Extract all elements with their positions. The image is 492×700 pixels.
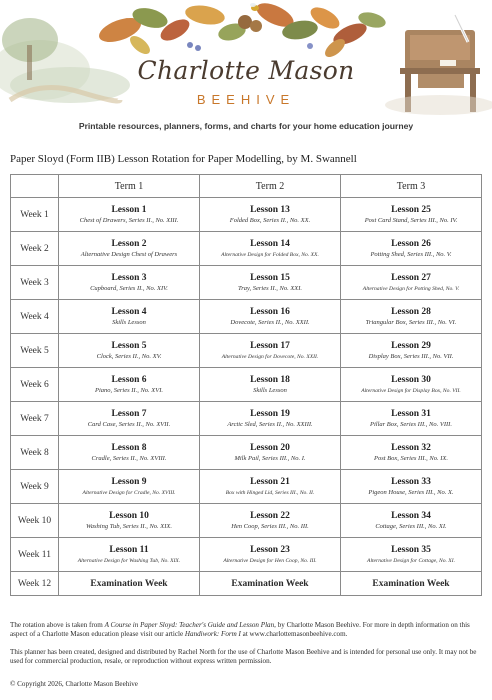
week-label: Week 3 [11, 266, 59, 300]
lesson-cell [59, 266, 200, 300]
lesson-cell [200, 334, 341, 368]
lesson-cell [341, 368, 482, 402]
lesson-cell [341, 266, 482, 300]
lesson-cell [59, 504, 200, 538]
week-label: Week 2 [11, 232, 59, 266]
table-row [11, 402, 482, 436]
week-label: Week 5 [11, 334, 59, 368]
lesson-description: Dovecote, Series II., No. XXII. [230, 318, 310, 326]
lesson-cell [200, 198, 341, 232]
lesson-description: Alternative Design for Cradle, No. XVIII. [82, 489, 176, 496]
lesson-cell [59, 402, 200, 436]
lesson-description: Tray, Series II., No. XXI. [237, 284, 303, 292]
lesson-cell [341, 402, 482, 436]
lesson-cell [59, 436, 200, 470]
lesson-cell [200, 266, 341, 300]
lesson-cell [341, 334, 482, 368]
lesson-title: Lesson 25 [391, 204, 431, 215]
lesson-title: Lesson 18 [250, 374, 290, 385]
source-note-text: at www.charlottemasonbeehive.com. [240, 630, 348, 639]
lesson-description: Skills Lesson [112, 318, 146, 326]
week-label: Week 4 [11, 300, 59, 334]
lesson-description: Alternative Design for Washing Tub, No. XIX. [77, 557, 181, 564]
lesson-cell [59, 334, 200, 368]
article-title: Handiwork: Form I [184, 630, 241, 639]
lesson-description: Cradle, Series II., No. XVIII. [91, 454, 167, 462]
lesson-title: Lesson 28 [391, 306, 431, 317]
lesson-title: Lesson 6 [111, 374, 147, 385]
lesson-cell [200, 436, 341, 470]
lesson-title: Lesson 33 [391, 476, 431, 487]
lesson-title: Lesson 10 [109, 510, 149, 521]
lesson-description: Alternative Design for Hen Coop, No. III. [223, 557, 317, 564]
lesson-title: Lesson 20 [250, 442, 290, 453]
lesson-description: Milk Pail, Series III., No. I. [234, 454, 306, 462]
lesson-title: Lesson 14 [250, 238, 290, 249]
header-cell-term-1: Term 1 [59, 175, 200, 198]
lesson-title: Lesson 29 [391, 340, 431, 351]
table-row [11, 436, 482, 470]
source-note [10, 621, 484, 639]
week-label: Week 7 [11, 402, 59, 436]
lesson-description: Box with Hinged Lid, Series III., No. II. [225, 489, 315, 496]
lesson-cell [59, 198, 200, 232]
week-label: Week 6 [11, 368, 59, 402]
lesson-title: Lesson 9 [111, 476, 147, 487]
lesson-description: Alternative Design Chest of Drawers [80, 250, 178, 258]
lesson-title: Lesson 11 [109, 544, 149, 555]
lesson-description: Post Box, Series III., No. IX. [373, 454, 448, 462]
lesson-title: Lesson 13 [250, 204, 290, 215]
exam-cell: Examination Week [200, 572, 341, 596]
lesson-cell [200, 402, 341, 436]
table-header-row [11, 175, 482, 198]
table-row [11, 504, 482, 538]
lesson-title: Lesson 1 [111, 204, 147, 215]
table-row [11, 538, 482, 572]
lesson-description: Alternative Design for Cottage, No. XI. [367, 557, 455, 564]
week-label: Week 9 [11, 470, 59, 504]
lesson-title: Lesson 7 [111, 408, 147, 419]
brand-name: Charlotte Mason [137, 56, 355, 85]
lesson-cell [341, 198, 482, 232]
table-row [11, 300, 482, 334]
week-label: Week 11 [11, 538, 59, 572]
lesson-cell [200, 470, 341, 504]
lesson-cell [200, 538, 341, 572]
lesson-description: Pillar Box, Series III., No. VIII. [370, 420, 452, 428]
lesson-description: Potting Shed, Series III., No. V. [370, 250, 452, 258]
lesson-title: Lesson 2 [111, 238, 147, 249]
table-row [11, 470, 482, 504]
lesson-description: Cottage, Series III., No. XI. [375, 522, 447, 530]
lesson-cell [341, 300, 482, 334]
week-label: Week 8 [11, 436, 59, 470]
header-cell-week [11, 175, 59, 198]
lesson-title: Lesson 3 [111, 272, 147, 283]
copyright: © Copyright 2026, Charlotte Mason Beehive [10, 680, 138, 688]
lesson-cell [341, 436, 482, 470]
lesson-cell [200, 504, 341, 538]
source-book-title: A Course in Paper Sloyd: Teacher's Guide and Lesson Plan [104, 621, 275, 629]
lesson-title: Lesson 16 [250, 306, 290, 317]
lesson-title: Lesson 30 [391, 374, 431, 385]
lesson-title: Lesson 27 [391, 272, 431, 283]
week-label: Week 12 [11, 572, 59, 596]
lesson-description: Arctic Sled, Series II., No. XXIII. [227, 420, 313, 428]
header-cell-term-2: Term 2 [200, 175, 341, 198]
lesson-cell [59, 232, 200, 266]
tagline: Printable resources, planners, forms, and charts for your home education journey [78, 121, 414, 131]
lesson-cell [341, 232, 482, 266]
lesson-rotation-table [10, 174, 482, 596]
lesson-description: Pigeon House, Series III., No. X. [368, 488, 454, 496]
lesson-title: Lesson 17 [250, 340, 290, 351]
source-note-text: , by Charlotte Mason Beehive. For more in depth information on this aspect of a Charlotte Mason education please visit our article [10, 621, 470, 639]
lesson-description: Alternative Design for Potting Shed, No. V. [362, 285, 460, 292]
lesson-cell [59, 300, 200, 334]
lesson-description: Card Case, Series II., No. XVII. [87, 420, 171, 428]
lesson-title: Lesson 32 [391, 442, 431, 453]
lesson-cell [200, 300, 341, 334]
lesson-title: Lesson 5 [111, 340, 147, 351]
lesson-cell [341, 538, 482, 572]
lesson-description: Piano, Series II., No. XVI. [94, 386, 164, 394]
lesson-description: Display Box, Series III., No. VII. [368, 352, 454, 360]
lesson-title: Lesson 19 [250, 408, 290, 419]
table-row [11, 266, 482, 300]
week-label: Week 1 [11, 198, 59, 232]
lesson-title: Lesson 15 [250, 272, 290, 283]
lesson-description: Triangular Box, Series III., No. VI. [365, 318, 457, 326]
lesson-title: Lesson 34 [391, 510, 431, 521]
lesson-cell [341, 470, 482, 504]
lesson-cell [59, 538, 200, 572]
lesson-description: Clock, Series II., No. XV. [96, 352, 162, 360]
table-row [11, 334, 482, 368]
header-cell-term-3: Term 3 [341, 175, 482, 198]
lesson-description: Post Card Stand, Series III., No. IV. [364, 216, 458, 224]
lesson-description: Chest of Drawers, Series II., No. XIII. [79, 216, 179, 224]
exam-cell: Examination Week [341, 572, 482, 596]
lesson-description: Alternative Design for Dovecote, No. XXII. [221, 353, 319, 360]
lesson-description: Washing Tub, Series II., No. XIX. [85, 522, 173, 530]
week-label: Week 10 [11, 504, 59, 538]
lesson-description: Hen Coop, Series III., No. III. [231, 522, 309, 530]
source-note-text: The rotation above is taken from [10, 621, 105, 629]
lesson-title: Lesson 35 [391, 544, 431, 555]
brand-subtitle: BEEHIVE [196, 92, 296, 107]
lesson-cell [341, 504, 482, 538]
exam-cell: Examination Week [59, 572, 200, 596]
lesson-cell [200, 368, 341, 402]
table-row [11, 572, 482, 596]
lesson-cell [59, 470, 200, 504]
lesson-cell [59, 368, 200, 402]
lesson-description: Alternative Design for Display Box, No. VII. [361, 387, 461, 394]
lesson-title: Lesson 21 [250, 476, 290, 487]
table-row [11, 198, 482, 232]
lesson-title: Lesson 22 [250, 510, 290, 521]
table-row [11, 232, 482, 266]
usage-notice: This planner has been created, designed and distributed by Rachel North for the use of Charlotte Mason Beehive and is intended for personal use only. It may not be used for commercial production, resale, or reproduction without express written permission. [10, 648, 477, 666]
lesson-description: Alternative Design for Folded Box, No. XX. [221, 251, 319, 258]
lesson-cell [200, 232, 341, 266]
lesson-description: Folded Box, Series II., No. XX. [229, 216, 311, 224]
table-row [11, 368, 482, 402]
lesson-description: Skills Lesson [253, 386, 287, 394]
lesson-description: Cupboard, Series II., No. XIV. [90, 284, 168, 292]
lesson-title: Lesson 4 [111, 306, 147, 317]
lesson-title: Lesson 26 [391, 238, 431, 249]
lesson-title: Lesson 31 [391, 408, 431, 419]
page-title: Paper Sloyd (Form IIB) Lesson Rotation for Paper Modelling, by M. Swannell [10, 153, 357, 165]
lesson-title: Lesson 8 [111, 442, 147, 453]
lesson-title: Lesson 23 [250, 544, 290, 555]
